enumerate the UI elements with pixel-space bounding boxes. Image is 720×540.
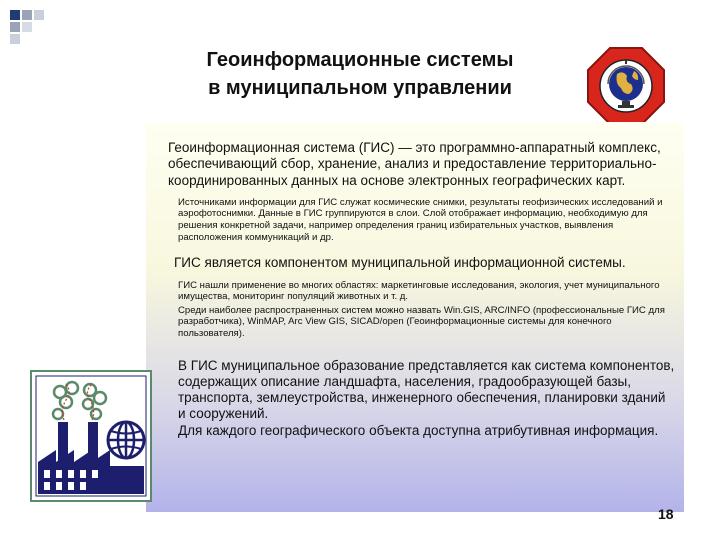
corner-square-pale [34,10,44,20]
slide-title [150,46,570,102]
slide-title-line1: Геоинформационные системы [206,49,514,71]
attribute-info-paragraph: Для каждого географического объекта доступна атрибутивная информация. [178,422,659,438]
corner-square-pale [10,34,20,44]
content-text [146,122,684,439]
corner-decoration [0,0,60,60]
component-paragraph: ГИС является компонентом муниципальной информационной системы. [174,255,626,271]
municipal-model-paragraph: В ГИС муниципальное образование представляется как система компонентов, содержащих описание ландшафта, населения, градообразующей базы, транспорта, землеустройства, инженерного обеспечения, планировки зданий и сооружений. [178,357,675,422]
globe-emblem-icon [584,44,668,128]
corner-square-dark [10,10,20,20]
systems-paragraph: Среди наиболее распространенных систем можно назвать Win.GIS, ARC/INFO (профессиональные ГИС для разработчика), WinMAP, Arc View GIS, SICAD/open (Геоинформационные системы для конечного пользователя). [178,304,665,339]
factory-globe-illustration [30,370,152,502]
slide-title-line2: в муниципальном управлении [208,77,512,99]
definition-paragraph: Геоинформационная система (ГИС) — это программно-аппаратный комплекс, обеспечивающий сбор, хранение, анализ и предоставление территориально-координированных данных на основе электронных географических карт. [168,140,661,188]
content-panel [146,122,684,512]
applications-paragraph: ГИС нашли применение во многих областях: маркетинговые исследования, экология, учет муниципального имущества, мониторинг популяций животных и т. д. [178,279,660,303]
page-number: 18 [658,506,674,522]
corner-square-light [22,10,32,20]
corner-square-pale [22,22,32,32]
sources-paragraph: Источниками информации для ГИС служат космические снимки, результаты геофизических исследований и аэрофотоснимки. Данные в ГИС группируются в слои. Слой отображает информацию, необходимую для решения конкретной задачи, например определения границ избирательных участков, выявления расположения коммуникаций и др. [178,196,663,243]
corner-square-light [10,22,20,32]
